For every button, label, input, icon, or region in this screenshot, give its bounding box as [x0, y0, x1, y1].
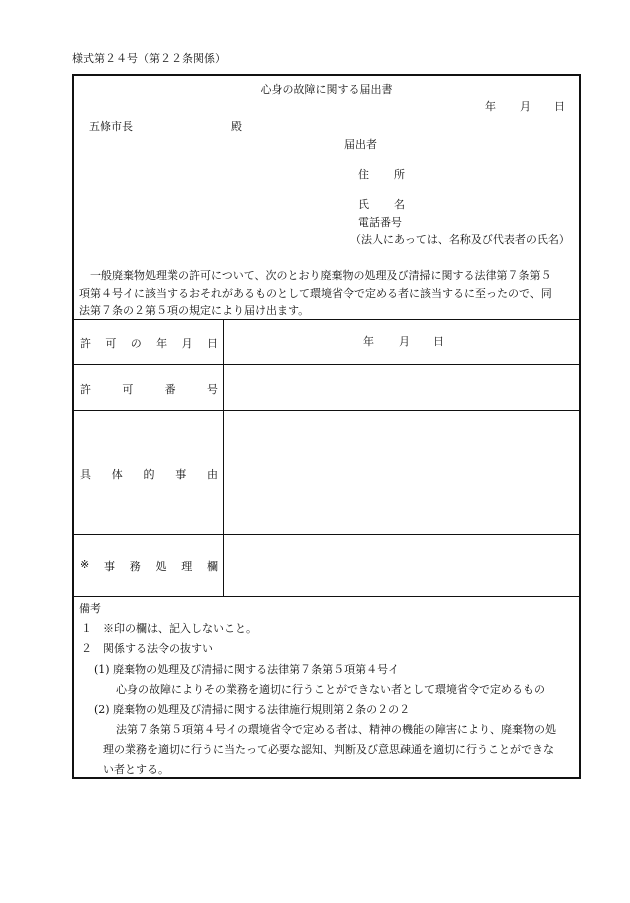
address-label-2: 所 — [394, 168, 405, 181]
office-processing-label-char: ※ — [80, 558, 90, 571]
date-month-label: 月 — [520, 100, 531, 113]
permit-date-month: 月 — [399, 335, 410, 348]
permit-date-label-char: 月 — [181, 337, 193, 350]
permit-number-label-char: 番 — [164, 383, 176, 396]
permit-date-label — [80, 335, 218, 351]
address-label-1: 住 — [358, 168, 369, 181]
permit-date-year: 年 — [363, 335, 374, 348]
table-top-border — [74, 319, 579, 320]
phone-label: 電話番号 — [358, 216, 402, 229]
specific-reason-label-char: 体 — [111, 468, 123, 481]
permit-date-label-char: の — [130, 337, 142, 350]
remarks-item-2: ２ 関係する法令の抜すい — [81, 642, 213, 655]
body-line-2: 項第４号イに該当するおそれがあるものとして環境省令で定める者に該当するに至ったので、同 — [79, 287, 552, 300]
remarks-subitem-2-text-3: い者とする。 — [103, 763, 169, 776]
row-divider-1 — [74, 364, 579, 365]
notifier-label: 届出者 — [344, 138, 377, 151]
remarks-subitem-2: (2) 廃棄物の処理及び清掃に関する法律施行規則第２条の２の２ — [94, 703, 411, 716]
remarks-subitem-2-text-1: 法第７条第５項第４号イの環境省令で定める者は、精神の機能の障害により、廃棄物の処 — [116, 723, 556, 736]
remarks-heading: 備考 — [79, 602, 101, 615]
permit-date-label-char: 可 — [105, 337, 117, 350]
form-frame — [72, 74, 581, 779]
form-title: 心身の故障に関する届出書 — [260, 83, 393, 96]
remarks-subitem-1: (1) 廃棄物の処理及び清掃に関する法律第７条第５項第４号イ — [94, 663, 400, 676]
specific-reason-label-char: 由 — [207, 468, 218, 481]
corporate-note: （法人にあっては、名称及び代表者の氏名） — [350, 233, 570, 246]
permit-date-label-char: 年 — [156, 337, 168, 350]
office-processing-label-char: 務 — [129, 560, 141, 573]
permit-number-label-char: 号 — [206, 383, 218, 396]
office-processing-label-char: 処 — [155, 560, 167, 573]
permit-number-label-char: 許 — [80, 383, 91, 396]
office-processing-label — [80, 558, 218, 574]
honorific: 殿 — [231, 120, 242, 133]
form-number: 様式第２４号（第２２条関係） — [72, 52, 226, 65]
date-year-label: 年 — [485, 100, 496, 113]
table-bottom-border — [74, 596, 579, 597]
name-label-1: 氏 — [358, 198, 369, 211]
remarks-subitem-2-text-2: 理の業務を適切に行うに当たって必要な認知、判断及び意思疎通を適切に行うことができな — [103, 743, 554, 756]
specific-reason-label-char: 的 — [143, 468, 155, 481]
remarks-item-1: １ ※印の欄は、記入しないこと。 — [81, 622, 257, 635]
row-divider-2 — [74, 410, 579, 411]
addressee: 五條市長 — [89, 120, 133, 133]
office-processing-label-char: 欄 — [206, 560, 218, 573]
permit-number-label-char: 可 — [122, 383, 134, 396]
body-line-1: 一般廃棄物処理業の許可について、次のとおり廃棄物の処理及び清掃に関する法律第７条第５ — [90, 269, 552, 282]
office-processing-label-char: 事 — [103, 560, 115, 573]
office-processing-label-char: 理 — [181, 560, 193, 573]
specific-reason-label-char: 事 — [175, 468, 187, 481]
table-column-divider — [223, 319, 224, 596]
date-day-label: 日 — [554, 100, 565, 113]
body-line-3: 法第７条の２第５項の規定により届け出ます。 — [79, 304, 310, 317]
name-label-2: 名 — [394, 198, 405, 211]
permit-date-label-char: 日 — [206, 337, 218, 350]
row-divider-3 — [74, 534, 579, 535]
permit-number-label — [80, 381, 218, 397]
permit-date-day: 日 — [433, 335, 444, 348]
remarks-subitem-1-text: 心身の故障によりその業務を適切に行うことができない者として環境省令で定めるもの — [116, 683, 545, 696]
specific-reason-label-char: 具 — [80, 468, 91, 481]
specific-reason-label — [80, 466, 218, 482]
permit-date-label-char: 許 — [80, 337, 91, 350]
